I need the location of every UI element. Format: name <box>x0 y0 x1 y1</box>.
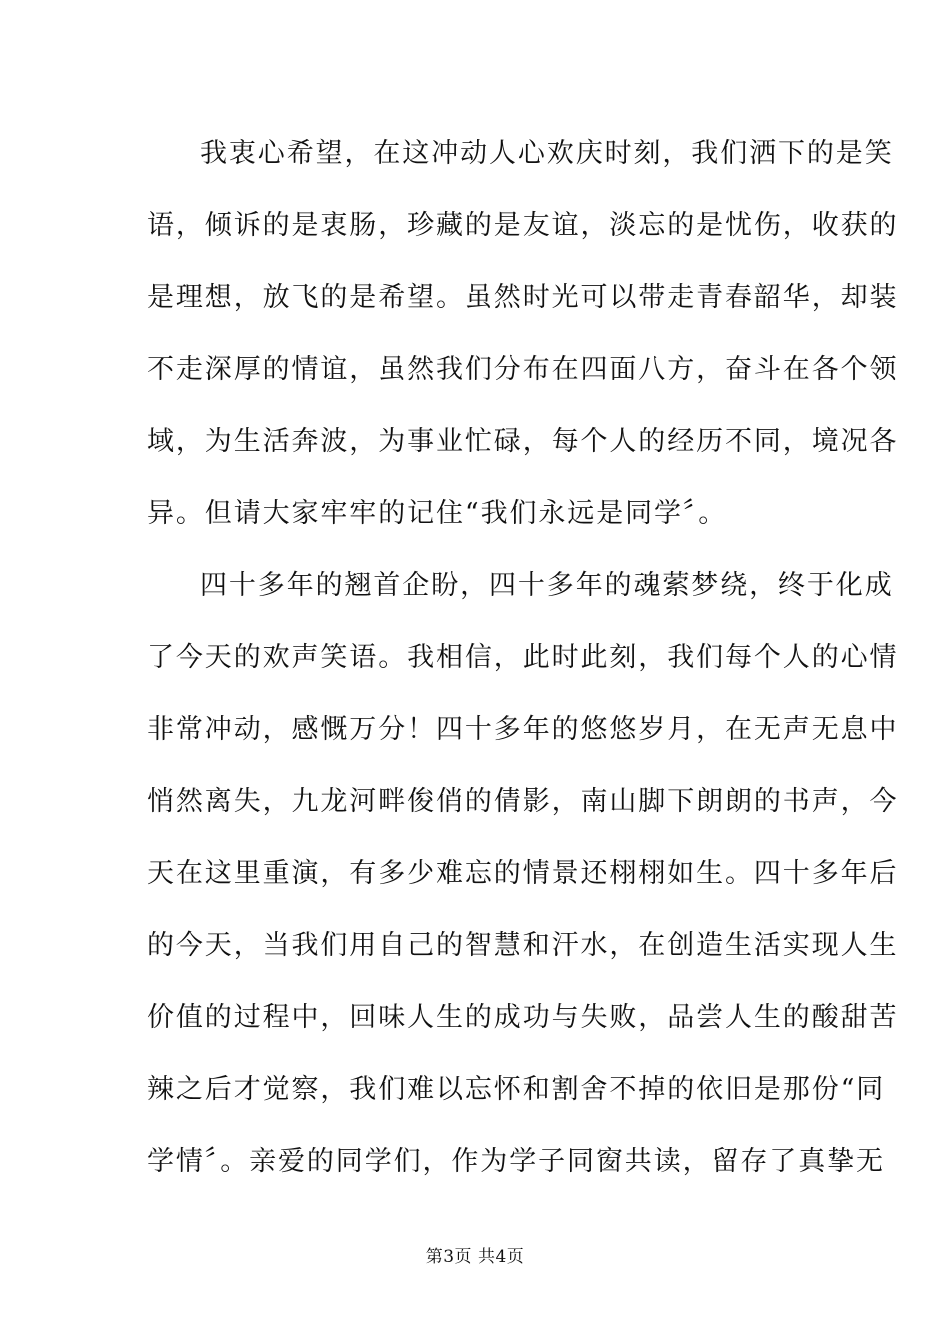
text-line: 是理想，放飞的是希望。虽然时光可以带走青春韶华，却装 <box>147 282 899 313</box>
text-line: 了今天的欢声笑语。我相信，此时此刻，我们每个人的心情 <box>147 642 899 673</box>
text-line: 我衷心希望，在这冲动人心欢庆时刻，我们洒下的是笑 <box>200 138 894 169</box>
text-line: 价值的过程中，回味人生的成功与失败，品尝人生的酸甜苦 <box>147 1002 899 1033</box>
page-number-footer: 第3页 共4页 <box>425 1247 525 1267</box>
text-line: 悄然离失，九龙河畔俊俏的倩影，南山脚下朗朗的书声，今 <box>147 786 899 817</box>
text-line: 辣之后才觉察，我们难以忘怀和割舍不掉的依旧是那份“同 <box>147 1074 886 1105</box>
text-line: 四十多年的翘首企盼，四十多年的魂萦梦绕，终于化成 <box>200 570 894 601</box>
text-line: 异。但请大家牢牢的记住“我们永远是同学〞。 <box>147 498 728 529</box>
text-line: 不走深厚的情谊，虽然我们分布在四面八方，奋斗在各个领 <box>147 354 899 385</box>
text-line: 域，为生活奔波，为事业忙碌，每个人的经历不同，境况各 <box>147 426 899 457</box>
text-line: 的今天，当我们用自己的智慧和汗水，在创造生活实现人生 <box>147 930 899 961</box>
text-line: 学情〞。亲爱的同学们，作为学子同窗共读，留存了真挚无 <box>147 1146 885 1177</box>
text-line: 天在这里重演，有多少难忘的情景还栩栩如生。四十多年后 <box>147 858 899 889</box>
text-line: 非常冲动，感慨万分！四十多年的悠悠岁月，在无声无息中 <box>147 714 899 745</box>
text-line: 语，倾诉的是衷肠，珍藏的是友谊，淡忘的是忧伤，收获的 <box>147 210 899 241</box>
